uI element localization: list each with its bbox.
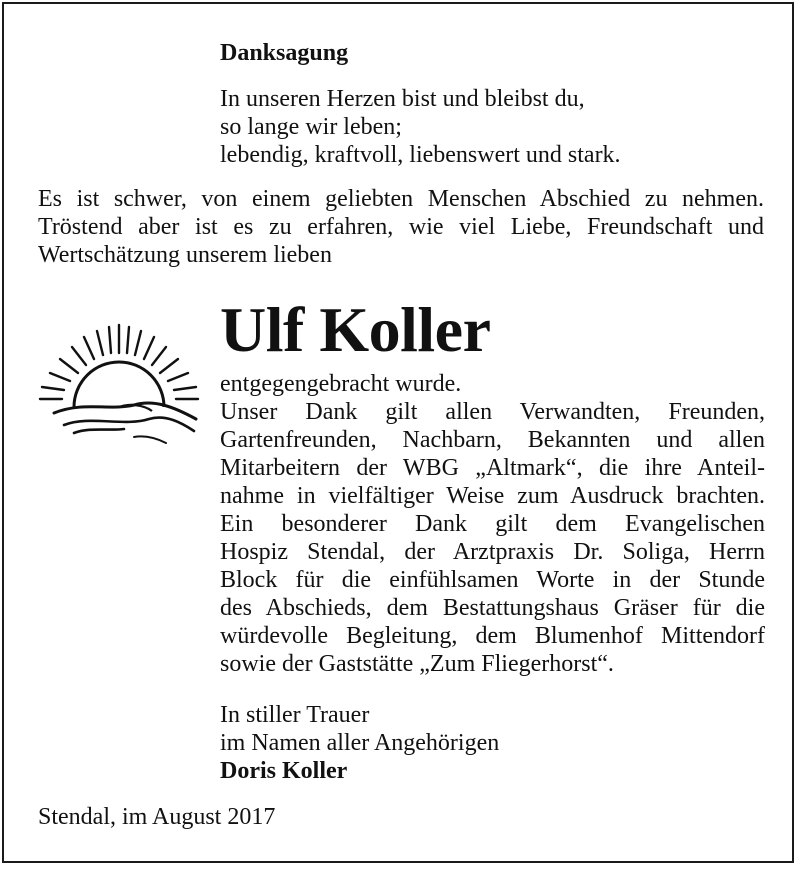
signature: Doris Koller	[220, 758, 348, 784]
intro-line-1: Es ist schwer, von einem geliebten Menschen Abschied zu nehmen.	[38, 186, 764, 212]
closing-line-2: im Namen aller Angehörigen	[220, 730, 500, 756]
heading: Danksagung	[220, 40, 349, 66]
body-line-9: des Abschieds, dem Bestattungshaus Gräser für die	[220, 595, 765, 621]
body-line-6: Ein besonderer Dank gilt dem Evangelischen	[220, 511, 765, 537]
poem-line-3: lebendig, kraftvoll, liebenswert und stark.	[220, 142, 621, 168]
body-line-2: Unser Dank gilt allen Verwandten, Freunden,	[220, 399, 765, 425]
body-line-10: würdevolle Begleitung, dem Blumenhof Mittendorf	[220, 623, 765, 649]
body-line-4: Mitarbeitern der WBG „Altmark“, die ihre Anteil-	[220, 455, 765, 481]
deceased-name: Ulf Koller	[220, 294, 491, 365]
body-line-8: Block für die einfühlsamen Worte in der Stunde	[220, 567, 765, 593]
intro-line-2: Tröstend aber ist es zu erfahren, wie viel Liebe, Freundschaft und	[38, 214, 764, 240]
body-line-1: entgegengebracht wurde.	[220, 371, 462, 397]
place-date: Stendal, im August 2017	[38, 804, 276, 830]
body-line-3: Gartenfreunden, Nachbarn, Bekannten und allen	[220, 427, 765, 453]
body-line-11: sowie der Gaststätte „Zum Fliegerhorst“.	[220, 651, 614, 677]
sunset-over-hills-icon	[34, 315, 204, 450]
intro-line-3: Wertschätzung unserem lieben	[38, 242, 332, 268]
poem-line-2: so lange wir leben;	[220, 114, 402, 140]
poem-line-1: In unseren Herzen bist und bleibst du,	[220, 86, 585, 112]
body-line-7: Hospiz Stendal, der Arztpraxis Dr. Soliga, Herrn	[220, 539, 765, 565]
body-line-5: nahme in vielfältiger Weise zum Ausdruck brachten.	[220, 483, 765, 509]
closing-line-1: In stiller Trauer	[220, 702, 370, 728]
